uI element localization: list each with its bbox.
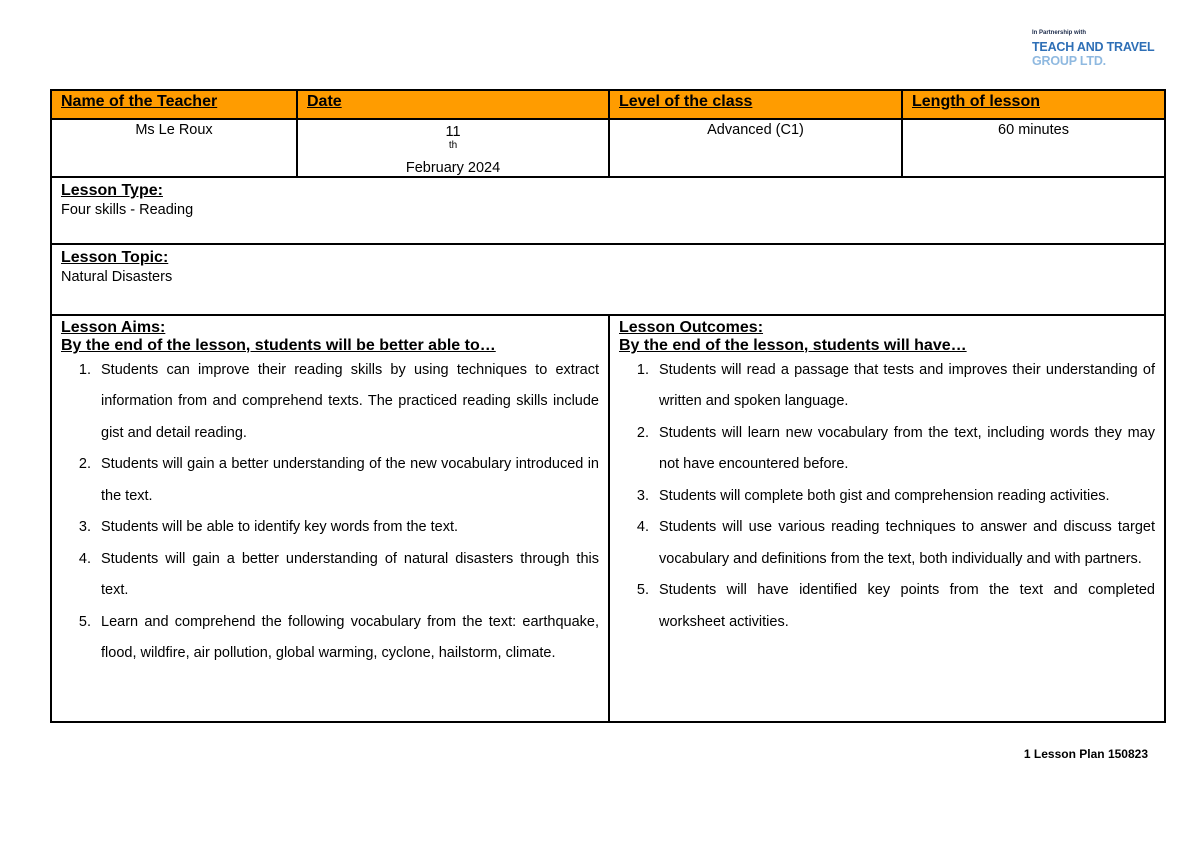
logo-tagline: In Partnership with [1032,30,1087,36]
level-value: Advanced (C1) [609,119,902,177]
logo-line-2: GROUP LTD. [1032,53,1106,68]
list-item: 4. Students will gain a better understanding of natural disasters through this text. [78,550,599,599]
values-row [51,119,1165,177]
lesson-topic-value: Natural Disasters [61,268,173,285]
lesson-outcomes-title: Lesson Outcomes: [619,318,764,336]
list-item: 2. Students will learn new vocabulary from the text, including words they may not have encountered before. [636,424,1155,473]
list-item: 3. Students will be able to identify key words from the text. [78,519,459,536]
lesson-topic-row [51,244,1165,315]
lesson-aims-intro: By the end of the lesson, students will be better able to… [61,336,496,354]
date-value: 11 $^{th}$ February 2024 [297,119,609,177]
lesson-topic-title: Lesson Topic: [61,248,169,266]
lesson-outcomes-cell [609,315,1165,722]
lesson-type-row [51,177,1165,244]
header-row [51,90,1165,119]
lesson-outcomes-intro: By the end of the lesson, students will have… [619,336,967,354]
lesson-plan-table [50,89,1166,723]
list-item: 5. Learn and comprehend the following vocabulary from the text: earthquake, flood, wildfire, air pollution, global warming, cyclone, hailstorm, climate. [78,613,599,662]
header-level: Level of the class [609,90,902,119]
list-item: 3. Students will complete both gist and comprehension reading activities. [636,487,1110,504]
header-date: Date [297,90,609,119]
teacher-value: Ms Le Roux [51,119,297,177]
partner-logo [1032,30,1162,67]
logo-line-1: TEACH AND TRAVEL [1032,40,1155,54]
length-value: 60 minutes [902,119,1165,177]
lesson-aims-cell [51,315,609,722]
lesson-type-value: Four skills - Reading [61,201,194,218]
header-teacher: Name of the Teacher [51,90,297,119]
list-item: 4. Students will use various reading techniques to answer and discuss target vocabulary and definitions from the text, both individually and with partners. [636,519,1155,567]
lesson-aims-list [61,355,599,670]
header-length: Length of lesson [902,90,1165,119]
lesson-aims-title: Lesson Aims: [61,318,166,336]
list-item: 2. Students will gain a better understanding of the new vocabulary introduced in the text. [78,456,599,504]
list-item: 1. Students will read a passage that tests and improves their understanding of written and spoken language. [636,361,1155,410]
list-item: 1. Students can improve their reading skills by using techniques to extract information from and comprehend texts. The practiced reading skills include gist and detail reading. [78,361,599,441]
list-item: 5. Students will have identified key points from the text and completed worksheet activities. [636,582,1155,630]
lesson-type-title: Lesson Type: [61,181,163,199]
aims-outcomes-row [51,315,1165,722]
page-footer: 1 Lesson Plan 150823 [1023,747,1148,761]
lesson-outcomes-list [619,355,1155,639]
